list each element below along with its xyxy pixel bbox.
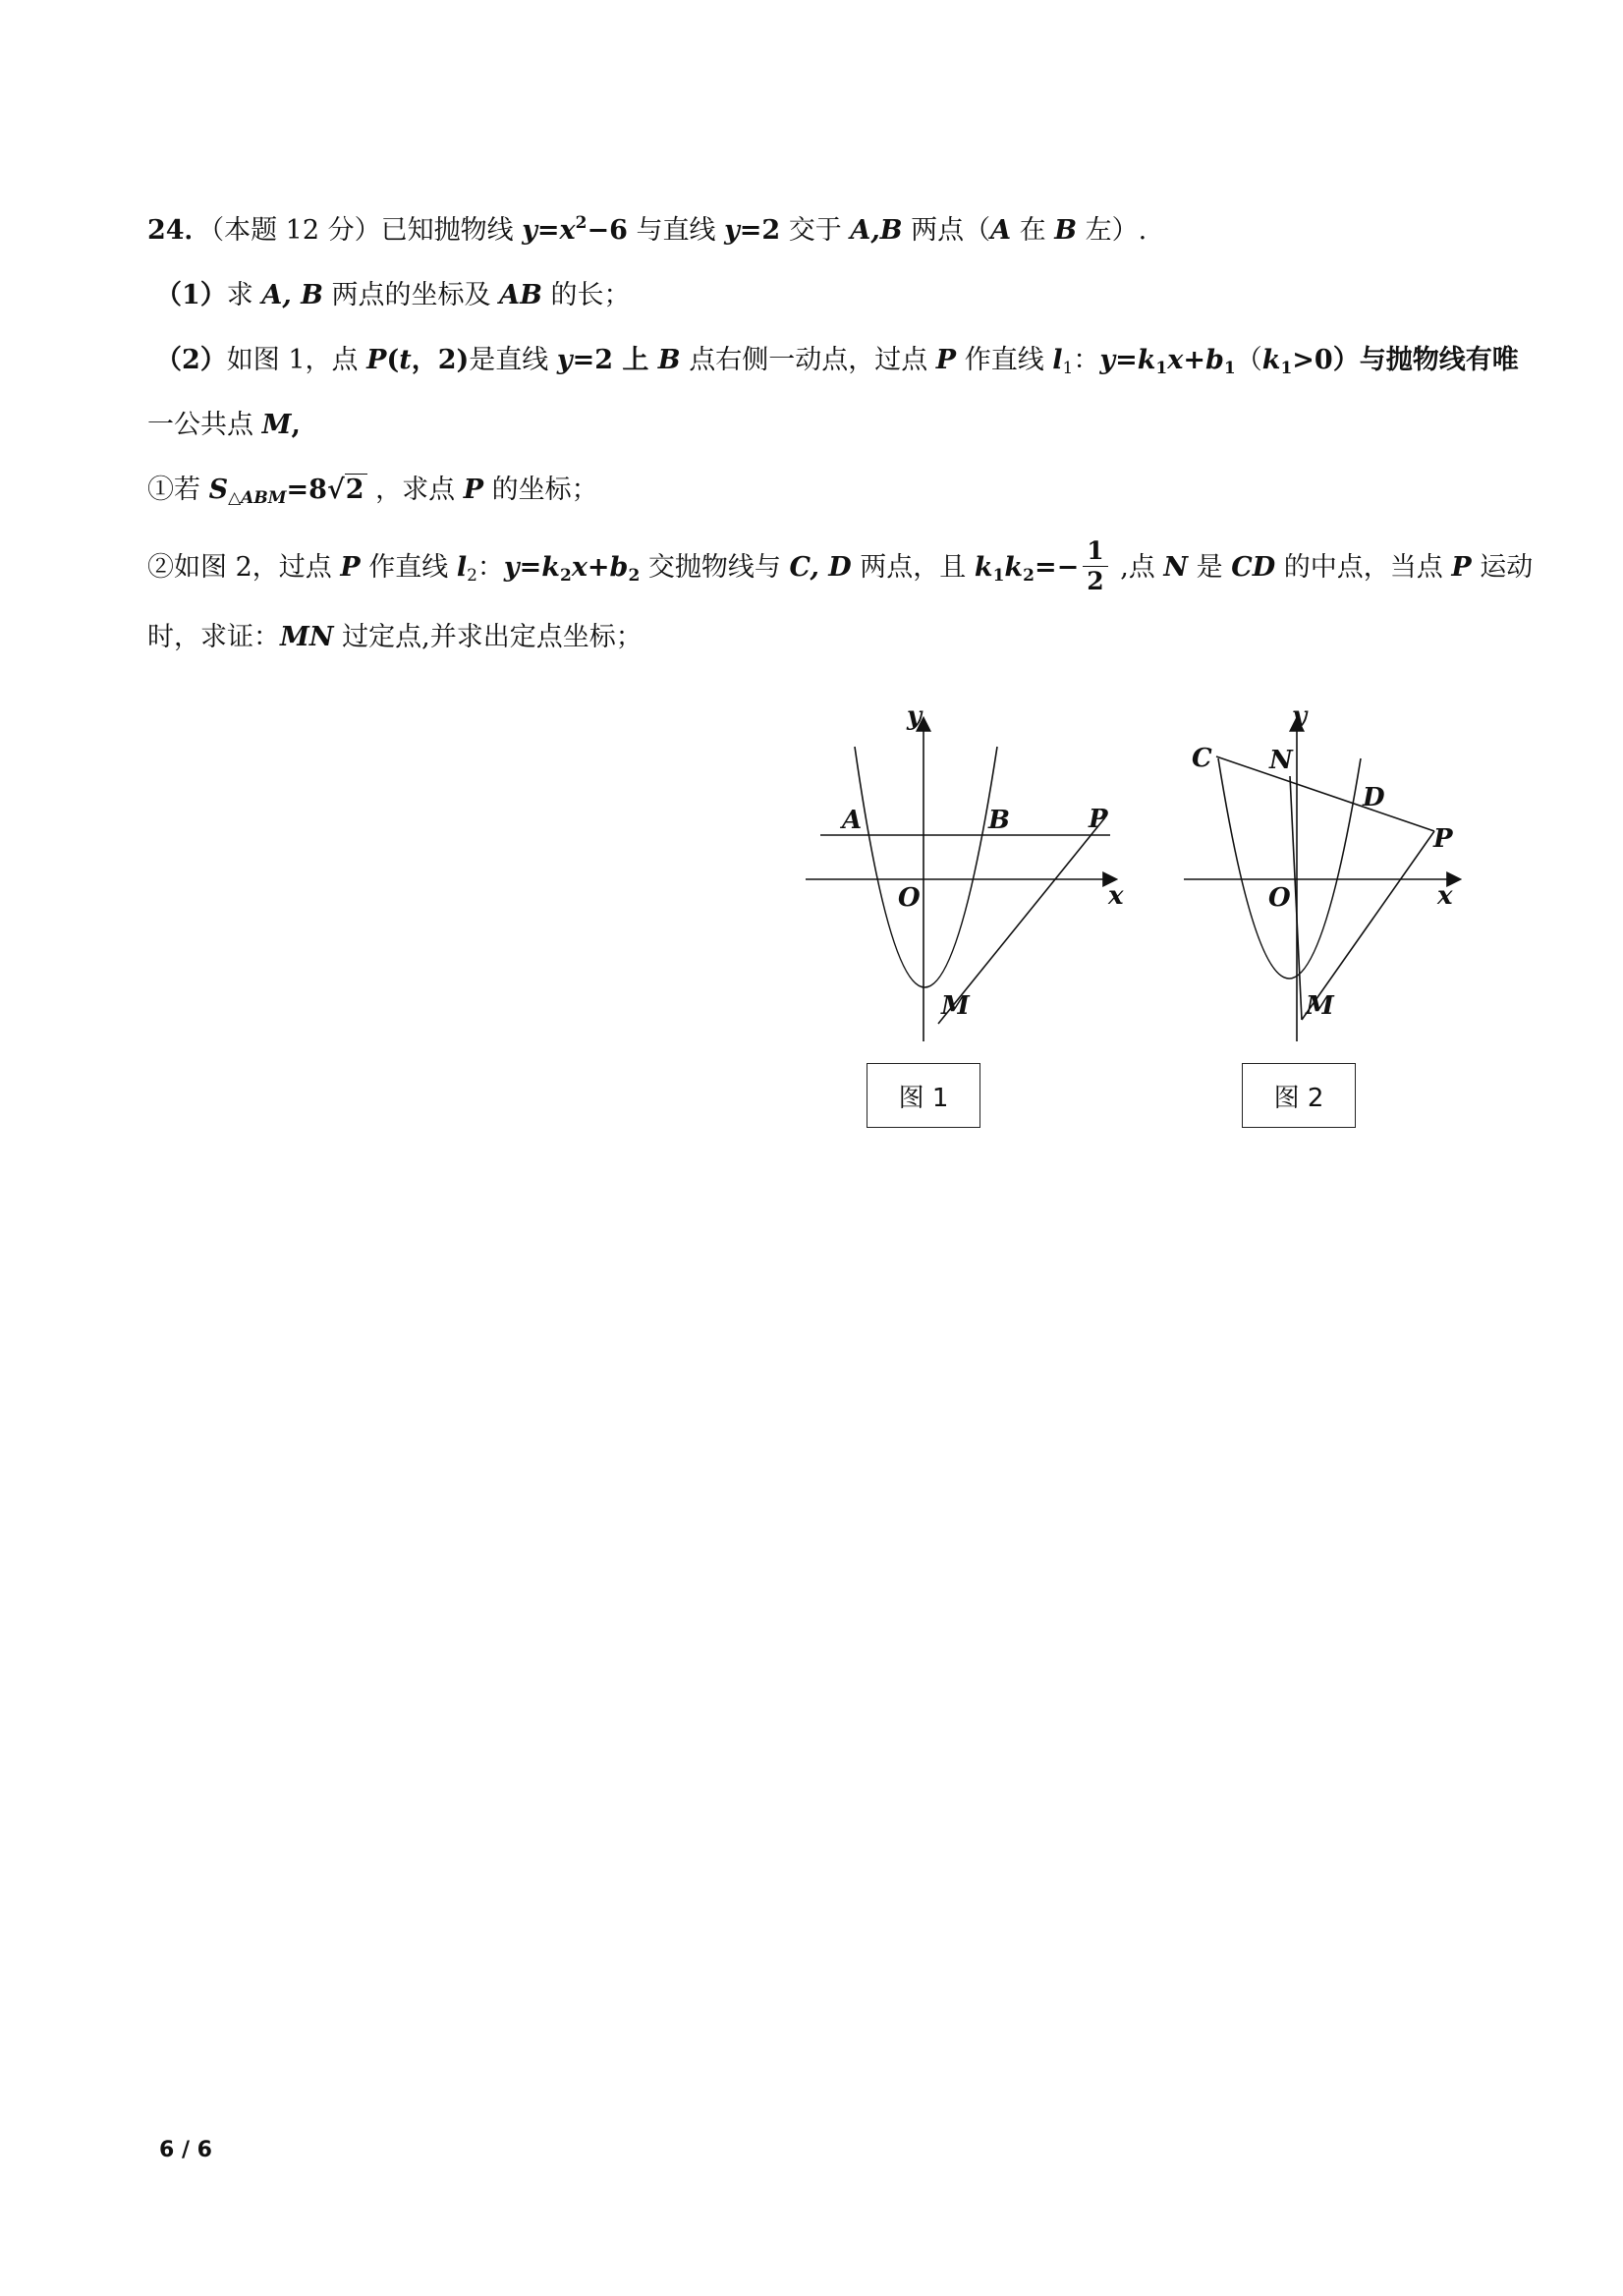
intro-two: 两点（ [902,215,991,246]
parabola-x: x [559,215,576,246]
line-mn [1290,776,1302,1020]
part-2-text: >0）与抛物线有唯 [1292,345,1519,375]
part-2-text: （ [1235,345,1262,375]
parabola-curve [1218,758,1361,979]
subscript: 1 [1155,359,1168,378]
figure-1-caption: 图 1 [867,1063,980,1128]
part-2-line-1 [155,344,1519,377]
line-eq: =2 [739,215,781,246]
point-p: P [366,345,387,375]
intro-end: 左）. [1077,215,1147,246]
paren-open: ( [386,345,400,375]
var-k: k [1004,552,1024,583]
sub-2-text: 交抛物线与 [640,552,790,583]
problem-points: （本题 12 分） [210,215,381,246]
equals: = [1115,345,1138,375]
parabola-y: y [522,215,537,246]
point-p: P [340,552,361,583]
points-cd: C, D [789,552,852,583]
var-t: t [399,345,412,375]
label-n: N [1269,746,1293,775]
part-2-text: , [291,410,301,440]
var-y: y [1099,345,1116,375]
part-2-text: 点右侧一动点，过点 [680,345,936,375]
var-s: S [208,475,229,505]
label-o: O [898,883,921,913]
parabola-eq: = [536,215,560,246]
label-p: P [1433,824,1453,854]
subscript: 2 [559,566,572,586]
sub-1-marker: ①若 [147,475,209,505]
line-l: l [1052,345,1063,375]
fraction-numerator: 1 [1083,536,1107,567]
subscript: 1 [1280,359,1293,378]
var-k: k [974,552,993,583]
line-l: l [456,552,468,583]
sub-2-text: 两点，且 [851,552,975,583]
point-n: N [1163,552,1189,583]
point-b: B [1054,215,1078,246]
plus: + [587,552,610,583]
radicand: 2 [345,474,367,505]
problem-number: 24． [147,215,211,246]
sub-2-text: 的中点，当点 [1275,552,1452,583]
fraction [1083,536,1107,596]
point-p: P [463,475,483,505]
label-d: D [1363,783,1385,812]
sub-2-text: 过定点,并求出定点坐标； [333,622,643,652]
label-y: y [1292,707,1308,731]
sub-2-text: 作直线 [360,552,457,583]
subscript: 1 [1062,359,1074,378]
var-x: x [1167,345,1184,375]
point-p: P [1451,552,1472,583]
label-y: y [907,707,923,731]
var-y: y [556,345,573,375]
part-1-pre: 求 [226,280,262,310]
equals: =− [1034,552,1080,583]
sub-1-text: ，求点 [366,475,464,505]
intro-cross: 交于 [780,215,851,246]
part-1-mid: 两点的坐标及 [322,280,500,310]
fraction-denominator: 2 [1087,567,1104,595]
points-ab: A,B [850,215,903,246]
subscript: 2 [628,566,641,586]
sqrt: √2 [327,474,367,507]
var-k: k [1137,345,1156,375]
line-cp [1216,756,1434,831]
sub-1-text: 的坐标； [483,475,598,505]
part-2-line-2 [147,409,301,442]
sub-2-text: ： [476,552,504,583]
subscript: 2 [1023,566,1035,586]
sub-2-text: 时，求证： [147,622,280,652]
var-b: b [1205,345,1224,375]
part-1-segment: AB [499,280,542,310]
part-1-points: A, B [261,280,323,310]
part-1-label: （1） [155,280,227,310]
subscript: △ABM [228,488,287,508]
intro-mid: 与直线 [627,215,725,246]
segment-cd: CD [1231,552,1276,583]
label-p: P [1089,805,1108,834]
figure-1-diagram [796,707,1130,1041]
line-y: y [724,215,740,246]
parabola-exp: 2 [575,213,588,233]
problem-intro [147,214,1147,248]
sub-2-text: 是 [1188,552,1232,583]
part-2-text: 作直线 [956,345,1053,375]
sub-2-text: ,点 [1111,552,1164,583]
figure-2-diagram [1174,707,1469,1041]
part-2-text: 如图 1，点 [226,345,367,375]
label-b: B [988,806,1010,835]
var-k: k [541,552,560,583]
point-b: B [657,345,681,375]
intro-in: 在 [1011,215,1055,246]
part-2-text: 一公共点 [147,410,262,440]
var-y: y [503,552,520,583]
equals: = [519,552,542,583]
point-p: P [935,345,957,375]
sub-question-2-line-2 [147,621,643,654]
subscript: 1 [992,566,1005,586]
parabola-rest: −6 [587,215,628,246]
part-2-text: =2 上 [572,345,658,375]
page-number: 6 / 6 [159,2138,212,2162]
subscript: 1 [1223,359,1236,378]
var-x: x [571,552,588,583]
intro-text: 已知抛物线 [380,215,523,246]
plus: + [1183,345,1205,375]
label-x: x [1437,881,1453,911]
sub-question-1 [147,474,598,507]
point-m: M [261,410,292,440]
label-m: M [941,991,970,1021]
part-1-end: 的长； [541,280,631,310]
var-b: b [609,552,629,583]
sub-2-text: 运动 [1471,552,1534,583]
equals: =8 [286,475,327,505]
paren-close: ，2) [411,345,470,375]
part-2-text: ： [1073,345,1100,375]
label-a: A [842,806,863,835]
label-c: C [1192,744,1212,773]
part-1 [155,279,631,312]
figure-2-caption: 图 2 [1242,1063,1356,1128]
label-o: O [1268,883,1291,913]
part-2-text: 是直线 [469,345,557,375]
segment-mn: MN [280,622,334,652]
subscript: 2 [467,566,477,586]
part-2-label: （2） [155,345,227,375]
sub-2-marker: ②如图 2，过点 [147,552,341,583]
label-m: M [1306,991,1334,1021]
point-a: A [990,215,1012,246]
var-k: k [1261,345,1281,375]
parabola-curve [855,747,997,987]
sub-question-2-line-1 [147,538,1533,598]
label-x: x [1108,881,1124,911]
